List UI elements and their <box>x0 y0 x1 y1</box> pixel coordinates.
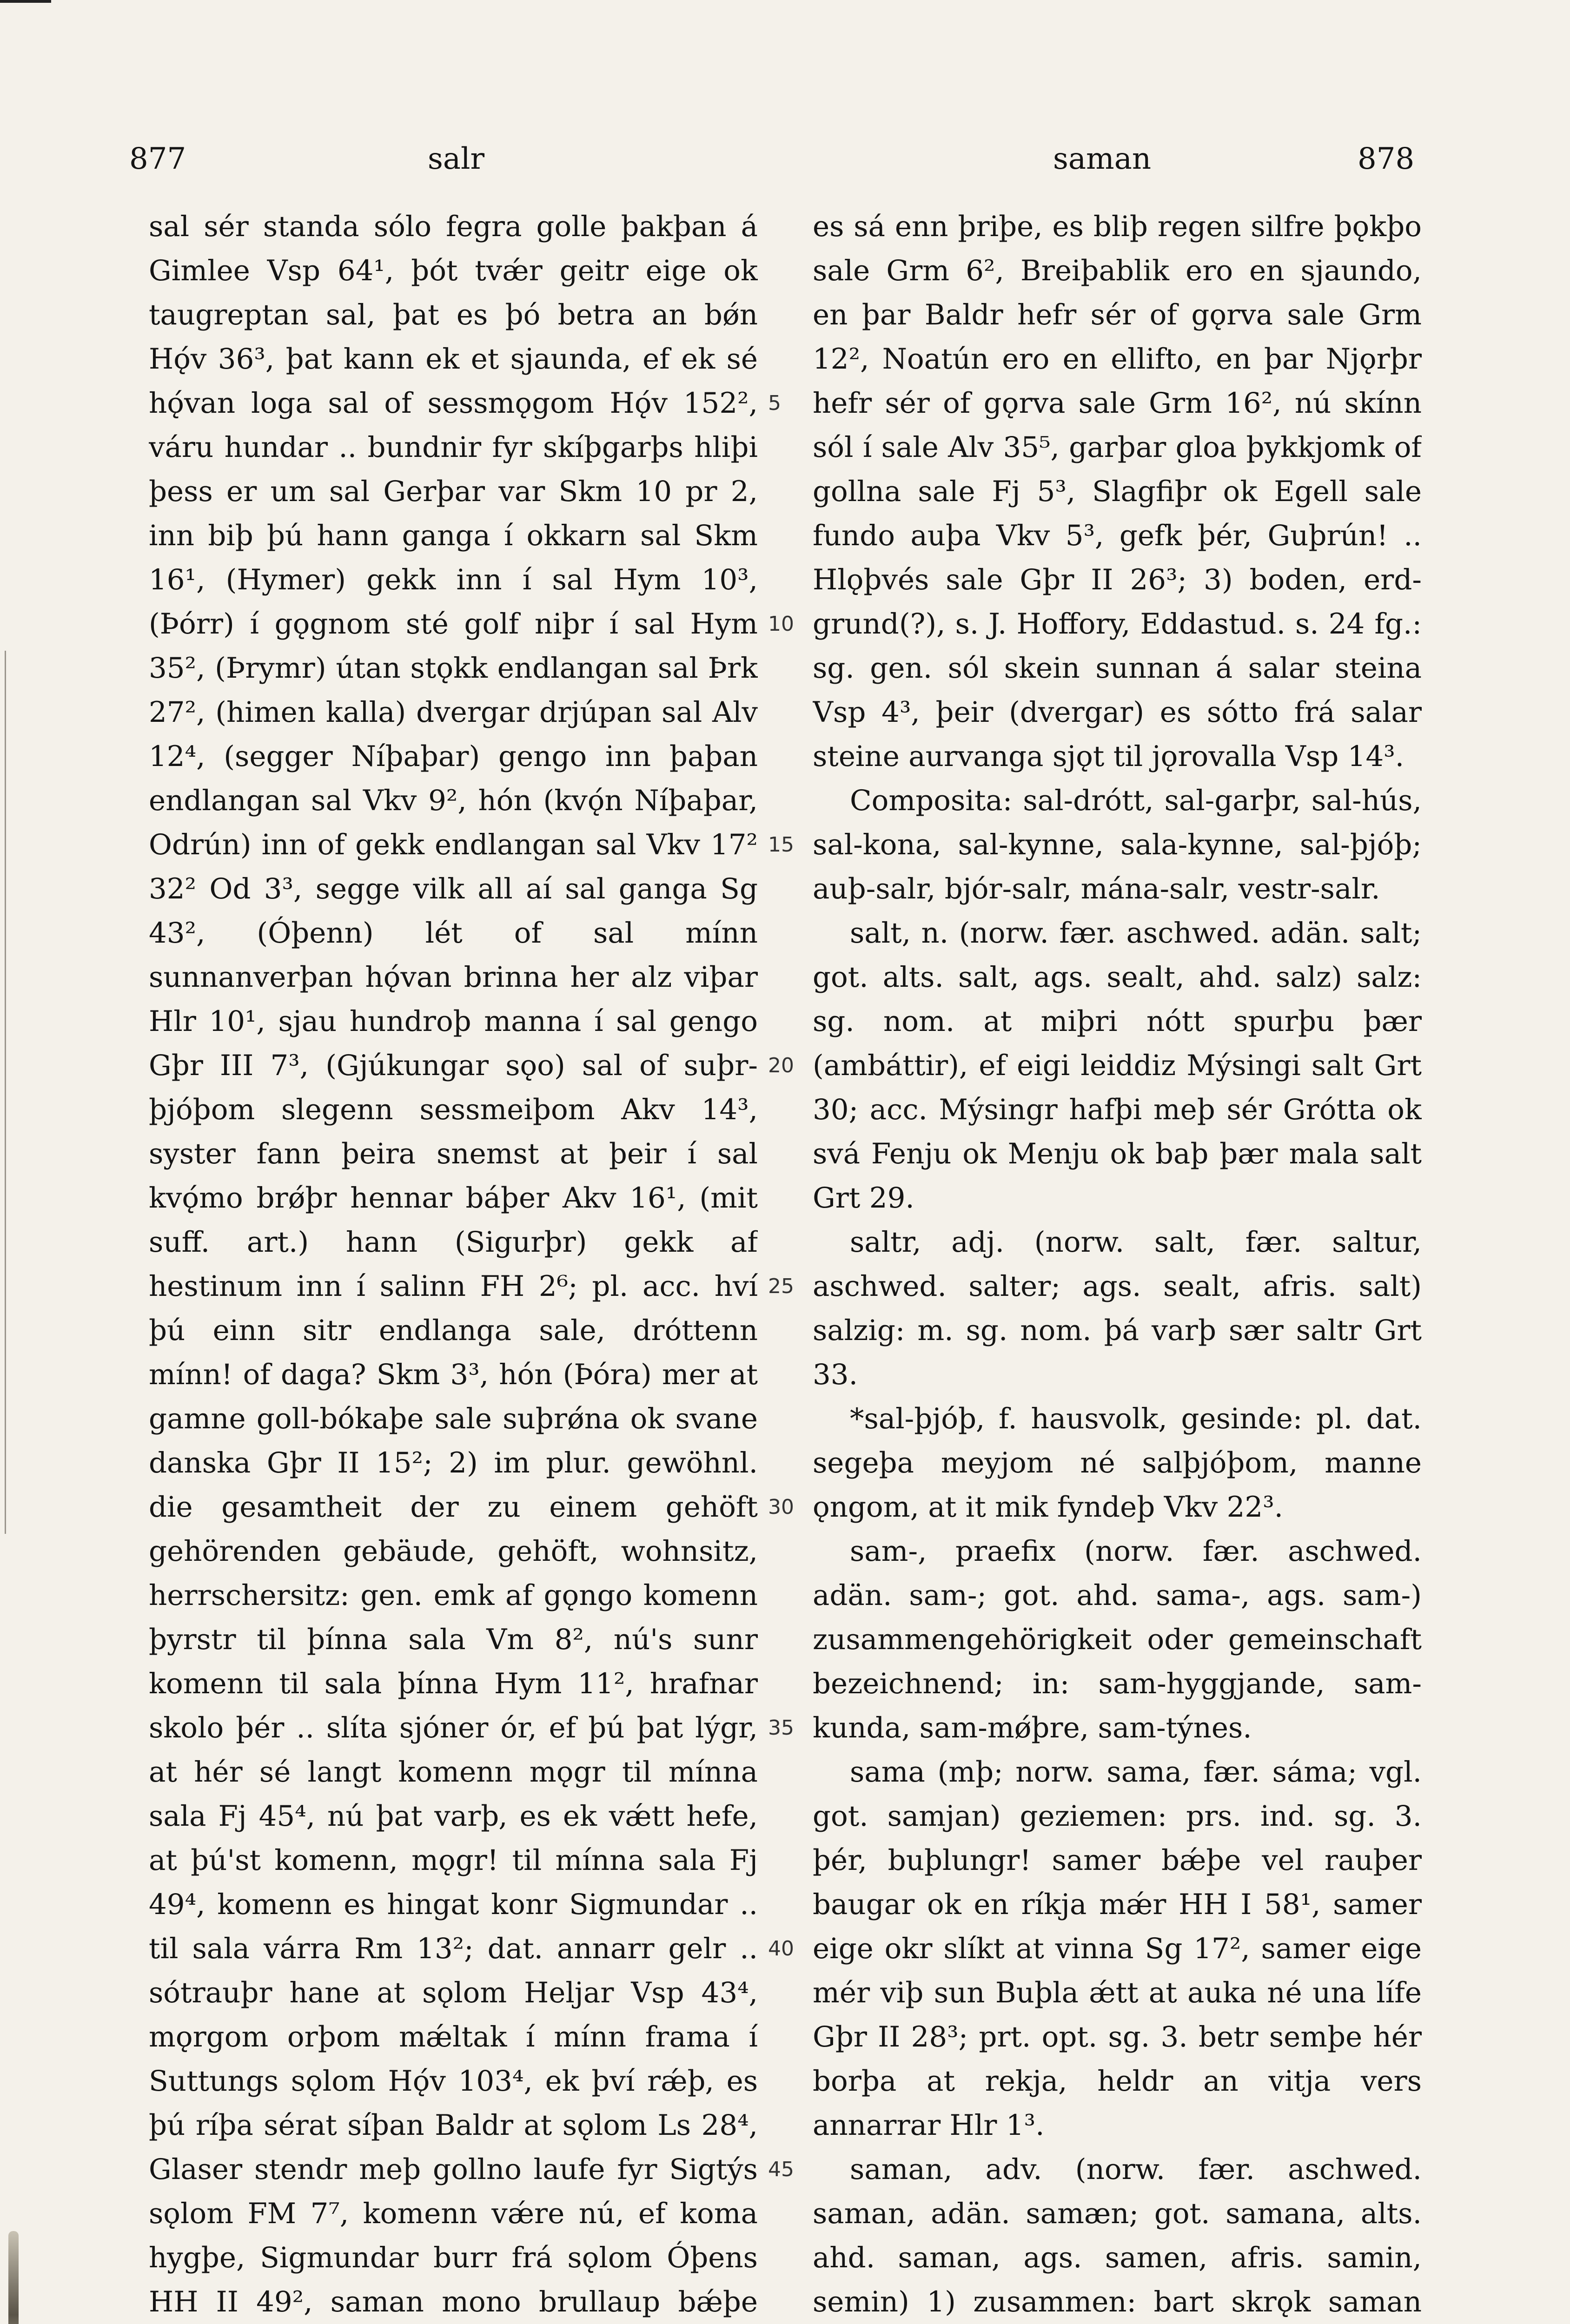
entry-salt: salt, n. (norw. fær. aschwed. adän. salt; got. alts. salt, ags. sealt, ahd. salz) salz: sg. nom. at miþri nótt spurþu þær (ambáttir), ef eigi leiddiz Mýsingi salt Grt 30; acc. Mýsingr hafþi meþ sér Grótta ok svá Fenju ok Menju ok baþ þær mala salt Grt 29. <box>813 917 1422 1215</box>
left-headword: salr <box>428 142 485 176</box>
entry-salr-continuation: es sá enn þriþe, es bliþ regen silfre þǫkþo sale Grm 6², Breiþablik ero en sjaundo, en þar Baldr hefr sér of gǫrva sale Grm 12², Noatún ero en ellifto, en þar Njǫrþr hefr sér of gǫrva sale Grm 16², nú skínn sól í sale Alv 35⁵, garþar gloa þykkjomk of gollna sale Fj 5³, Slagfiþr ok Egell sale fundo auþa Vkv 5³, gefk þér, Guþrún! .. Hlǫþvés sale Gþr II 26³; 3) boden, erd-grund(?), s. J. Hoffory, Eddastud. s. 24 fg.: sg. gen. sól skein sunnan á salar steina Vsp 4³, þeir (dvergar) es sótto frá salar steine aurvanga sjǫt til jǫrovalla Vsp 14³. <box>813 210 1422 773</box>
page-header <box>0 136 1570 182</box>
right-headword: saman <box>1053 142 1152 176</box>
entry-sama: sama (mþ; norw. sama, fær. sáma; vgl. got. samjan) geziemen: prs. ind. sg. 3. þér, buþlungr! samer bǽþe vel rauþer baugar ok en ríkja mǽr HH I 58¹, samer eige okr slíkt at vinna Sg 17², samer eige mér viþ sun Buþla ǽtt at auka né una lífe Gþr II 28³; prt. opt. sg. 3. betr semþe hér borþa at rekja, heldr an vitja vers annarrar Hlr 1³. <box>813 1756 1422 2142</box>
right-page-number: 878 <box>1358 142 1415 176</box>
margin-line <box>5 651 6 1534</box>
line-numbers <box>768 205 801 2324</box>
entry-sam: sam-, praefix (norw. fær. aschwed. adän. sam-; got. ahd. sama-, ags. sam-) zusammengehörigkeit oder gemeinschaft bezeichnend; in: sam-hyggjande, sam-kunda, sam-mǿþre, sam-týnes. <box>813 1535 1422 1744</box>
right-column <box>813 205 1422 2324</box>
line-number: 20 <box>768 1054 794 1077</box>
left-column-paragraph: sal sér standa sólo fegra golle þakþan á Gimlee Vsp 64¹, þót tvǽr geitr eige ok taugreptan sal, þat es þó betra an bǿn Hǫ́v 36³, þat kann ek et sjaunda, ef ek sé hǫ́van loga sal of sessmǫgom Hǫ́v 152², váru hundar .. bundnir fyr skíþgarþs hliþi þess er um sal Gerþar var Skm 10 pr 2, inn biþ þú hann ganga í okkarn sal Skm 16¹, (Hymer) gekk inn í sal Hym 10³, (Þórr) í gǫgnom sté golf niþr í sal Hym 35², (Þrymr) útan stǫkk endlangan sal Þrk 27², (himen kalla) dvergar drjúpan sal Alv 12⁴, (segger Níþaþar) gengo inn þaþan endlangan sal Vkv 9², hón (kvǫ́n Níþaþar, Odrún) inn of gekk endlangan sal Vkv 17² 32² Od 3³, segge vilk all aí sal ganga Sg 43², (Óþenn) lét of sal mínn sunnanverþan hǫ́van brinna her alz viþar Hlr 10¹, sjau hundroþ manna í sal gengo Gþr III 7³, (Gjúkungar sǫo) sal of suþr-þjóþom slegenn sessmeiþom Akv 14³, syster fann þeira snemst at þeir í sal kvǫ́mo brǿþr hennar báþer Akv 16¹, (mit suff. art.) hann (Sigurþr) gekk af hestinum inn í salinn FH 2⁶; pl. acc. hví þú einn sitr endlanga sale, dróttenn mínn! of daga? Skm 3³, hón (Þóra) mer at gamne goll-bókaþe sale suþrǿna ok svane danska Gþr II 15²; 2) im plur. gewöhnl. die gesamtheit der zu einem gehöft gehörenden gebäude, gehöft, wohnsitz, herrschersitz: gen. emk af gǫngo komenn þyrstr til þínna sala Vm 8², nú's sunr komenn til sala þínna Hym 11², hrafnar skolo þér .. slíta sjóner ór, ef þú þat lýgr, at hér sé langt komenn mǫgr til mínna sala Fj 45⁴, nú þat varþ, es ek vǽtt hefe, at þú'st komenn, mǫgr! til mínna sala Fj 49⁴, komenn es hingat konr Sigmundar .. til sala várra Rm 13²; dat. annarr gelr .. sótrauþr hane at sǫlom Heljar Vsp 43⁴, mǫrgom orþom mǽltak í mínn frama í Suttungs sǫlom Hǫ́v 103⁴, ek því rǽþ, es þú ríþa sérat síþan Baldr at sǫlom Ls 28⁴, Glaser stendr meþ gollno laufe fyr Sigtýs sǫlom FM 7⁷, komenn vǽre nú, ef koma hygþe, Sigmundar burr frá sǫlom Óþens HH II 49², saman mono brullaup bǽþe <box>149 210 758 2318</box>
left-page-number: 877 <box>129 142 186 176</box>
line-number: 5 <box>768 391 781 415</box>
line-number: 25 <box>768 1274 794 1298</box>
entry-composita: Composita: sal-drótt, sal-garþr, sal-hús, sal-kona, sal-kynne, sala-kynne, sal-þjóþ; auþ-salr, bjór-salr, mána-salr, vestr-salr. <box>813 784 1422 905</box>
line-number: 35 <box>768 1716 794 1740</box>
entry-saman: saman, adv. (norw. fær. aschwed. saman, adän. samæn; got. samana, alts. ahd. saman, ags. samen, afris. samin, semin) 1) zusammen: bart skrǫk saman <box>813 2153 1422 2318</box>
entry-sal-thjod: *sal-þjóþ, f. hausvolk, gesinde: pl. dat. segeþa meyjom né salþjóþom, manne ǫngom, at it mik fyndeþ Vkv 22³. <box>813 1402 1422 1524</box>
line-number: 30 <box>768 1495 794 1519</box>
line-number: 10 <box>768 612 794 636</box>
line-number: 40 <box>768 1937 794 1961</box>
bookmark-strip <box>8 2231 19 2324</box>
entry-saltr: saltr, adj. (norw. salt, fær. saltur, aschwed. salter; ags. sealt, afris. salt) salzig: m. sg. nom. þá varþ sær saltr Grt 33. <box>813 1226 1422 1391</box>
left-column <box>149 205 758 2324</box>
line-number: 15 <box>768 833 794 857</box>
corner-mark <box>0 0 51 3</box>
line-number: 45 <box>768 2158 794 2181</box>
